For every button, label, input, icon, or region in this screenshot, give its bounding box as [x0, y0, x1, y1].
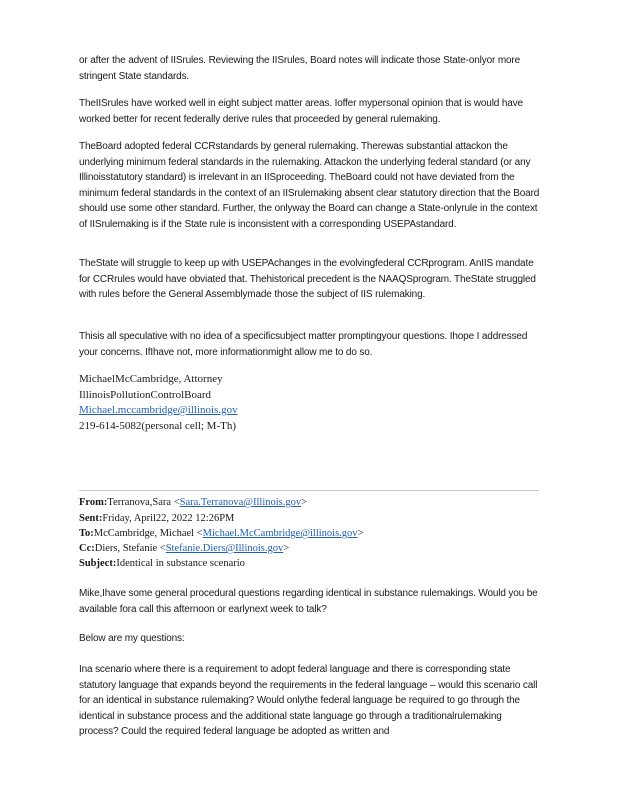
signature-name: MichaelMcCambridge, Attorney [79, 373, 223, 385]
cc-label: Cc: [79, 543, 95, 554]
paragraph-speculative: Thisis all speculative with no idea of a specificsubject matter promptingyour questions. Ihope I addressed your concerns. IfIhave not, more informationmight allow me to do so. [79, 331, 528, 358]
cc-name: Diers, Stefanie < [94, 543, 166, 554]
paragraph-iis-worked-well: TheIISrules have worked well in eight subject matter areas. Ioffer mypersonal opinion that is would have worked better for recent federally derive rules that proceeded by general rulemaking. [79, 98, 523, 125]
subject-value: Identical in substance scenario [116, 558, 245, 569]
to-label: To: [79, 528, 94, 539]
message-greeting: Mike,Ihave some general procedural questions regarding identical in substance rulemakings. Would you be available fora call this afternoon or earlynext week to talk? [79, 588, 538, 615]
message-scenario: Ina scenario where there is a requirement to adopt federal language and there is corresponding state statutory language that expands beyond the requirements in the federal language – would this scenario call for an identical in substance rulemaking? Would onlythe federal language be required to go through the identical in substance process and the additional state language go through a traditionalrulemaking process? Could the required federal language be adopted as written and [79, 664, 538, 737]
email-cc-line [79, 541, 549, 557]
cc-email-link[interactable]: Stefanie.Diers@Illinois.gov [165, 543, 284, 554]
from-label: From: [79, 497, 108, 508]
paragraph-ccr-standards: TheBoard adopted federal CCRstandards by general rulemaking. Therewas substantial attackon the underlying minimum federal standards in the rulemaking. Attackon the underlying federal standard (or any Illinoisstatutory standard) is irrelevant in an IISproceeding. TheBoard could not have deviated from the minimum federal standards in the context of an IISrulemaking absent clear statutory direction that the Board should use some other standard. Further, the onlyway the Board can change a State-onlyrule in the context of IISrulemaking is if the State rule is inconsistent with a corresponding USEPAstandard. [79, 141, 540, 230]
to-name: McCambridge, Michael < [93, 528, 203, 539]
email-sent-line [79, 511, 549, 527]
email-from-line [79, 495, 549, 511]
signature-phone: 219-614-5082(personal cell; M-Th) [79, 419, 237, 432]
email-subject-line [79, 556, 549, 572]
paragraph-iis-notes: or after the advent of IISrules. Reviewing the IISrules, Board notes will indicate those State-onlyor more stringent State standards. [79, 55, 521, 82]
sent-label: Sent: [79, 513, 103, 524]
from-end: > [301, 497, 308, 508]
email-divider [79, 490, 539, 491]
sent-value: Friday, April22, 2022 12:26PM [102, 513, 235, 524]
from-email-link[interactable]: Sara.Terranova@Illinois.gov [179, 497, 302, 508]
from-name: Terranova,Sara < [107, 497, 180, 508]
signature-email-link[interactable]: Michael.mccambridge@illinois.gov [79, 404, 238, 416]
paragraph-state-struggle: TheState will struggle to keep up with USEPAchanges in the evolvingfederal CCRprogram. AnIIS mandate for CCRrules would have obviated that. Thehistorical precedent is the NAAQSprogram. TheState struggled with rules before the General Assemblymade those the subject of IIS rulemaking. [79, 258, 536, 300]
message-questions-intro: Below are my questions: [79, 633, 185, 644]
signature-block [79, 372, 541, 434]
signature-org: IllinoisPollutionControlBoard [79, 388, 212, 401]
subject-label: Subject: [79, 558, 117, 569]
to-end: > [357, 528, 364, 539]
cc-end: > [283, 543, 290, 554]
email-to-line [79, 526, 549, 542]
to-email-link[interactable]: Michael.McCambridge@illinois.gov [202, 528, 358, 539]
